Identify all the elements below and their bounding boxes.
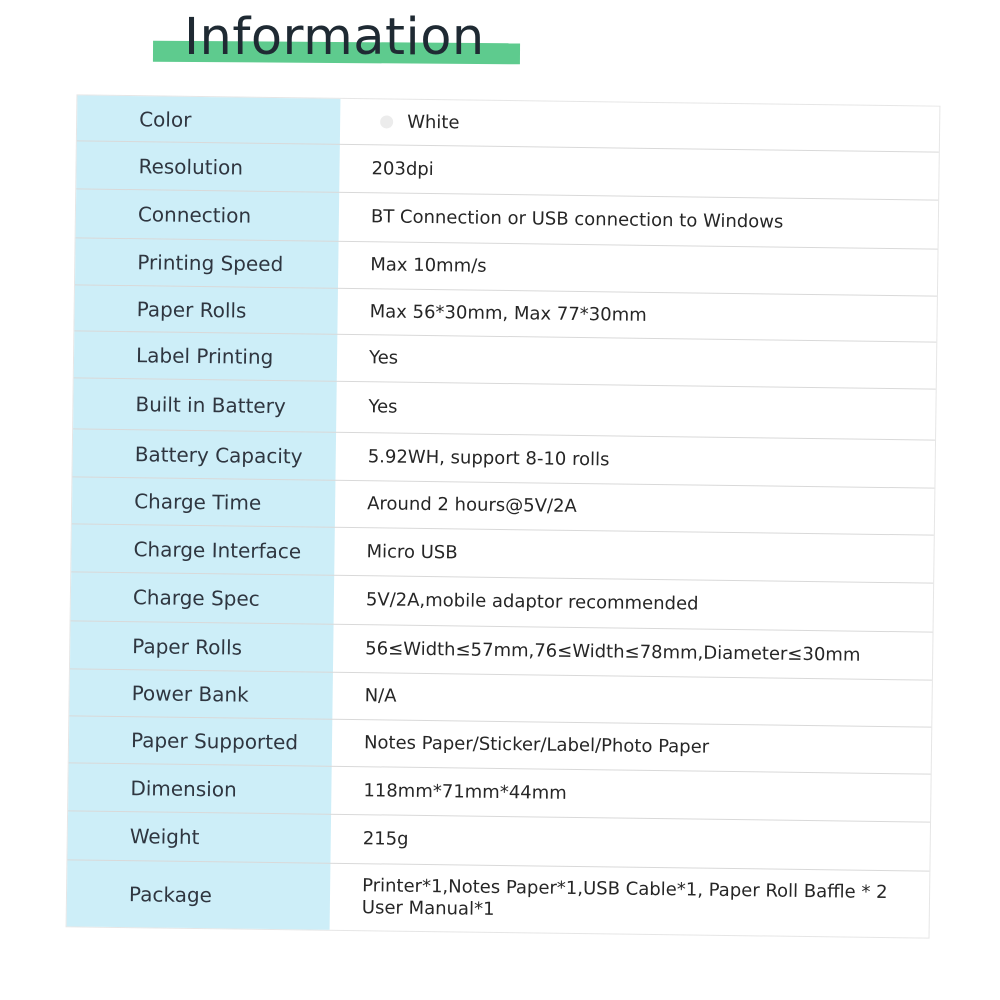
spec-label: Built in Battery (135, 392, 286, 419)
spec-label: Charge Interface (133, 536, 302, 563)
spec-rows (67, 95, 940, 937)
spec-label: Paper Rolls (132, 633, 243, 660)
information-heading (150, 8, 530, 78)
page-title: Information (184, 8, 485, 67)
spec-label: Label Printing (135, 343, 274, 369)
spec-value: 215g (362, 828, 409, 850)
spec-label: Charge Time (134, 489, 262, 515)
spec-value: Printer*1,Notes Paper*1,USB Cable*1, Paper Roll Baffle * 2 User Manual*1 (361, 875, 888, 920)
spec-table (67, 95, 940, 937)
spec-label: Paper Supported (130, 728, 299, 755)
spec-value: Micro USB (366, 540, 458, 563)
spec-value: Around 2 hours@5V/2A (367, 493, 577, 517)
color-swatch-icon (380, 115, 393, 128)
spec-label: Charge Spec (132, 585, 260, 611)
spec-label: Dimension (130, 775, 237, 802)
spec-label: Printing Speed (137, 250, 284, 277)
spec-value: Notes Paper/Sticker/Label/Photo Paper (363, 732, 710, 758)
spec-value: Max 10mm/s (370, 254, 487, 277)
spec-label: Resolution (138, 153, 244, 180)
spec-value: White (340, 110, 939, 140)
spec-value: 203dpi (371, 157, 434, 180)
spec-value: Yes (368, 347, 399, 369)
spec-value: 5V/2A,mobile adaptor recommended (365, 589, 699, 615)
spec-value: 118mm*71mm*44mm (363, 779, 567, 804)
spec-value: Max 56*30mm, Max 77*30mm (369, 300, 647, 326)
spec-value: BT Connection or USB connection to Windows (370, 206, 784, 233)
spec-value: 5.92WH, support 8-10 rolls (367, 445, 610, 470)
spec-row-package (67, 860, 930, 937)
spec-label: Weight (129, 824, 200, 850)
spec-label: Battery Capacity (134, 441, 303, 468)
spec-label: Power Bank (131, 681, 249, 707)
spec-label: Package (128, 882, 213, 908)
spec-value: Yes (368, 396, 398, 418)
spec-label: Paper Rolls (136, 296, 247, 323)
spec-label: Connection (137, 202, 252, 228)
spec-value: N/A (364, 685, 397, 707)
spec-label: Color (139, 106, 192, 132)
spec-value: 56≤Width≤57mm,76≤Width≤78mm,Diameter≤30mm (365, 637, 861, 666)
